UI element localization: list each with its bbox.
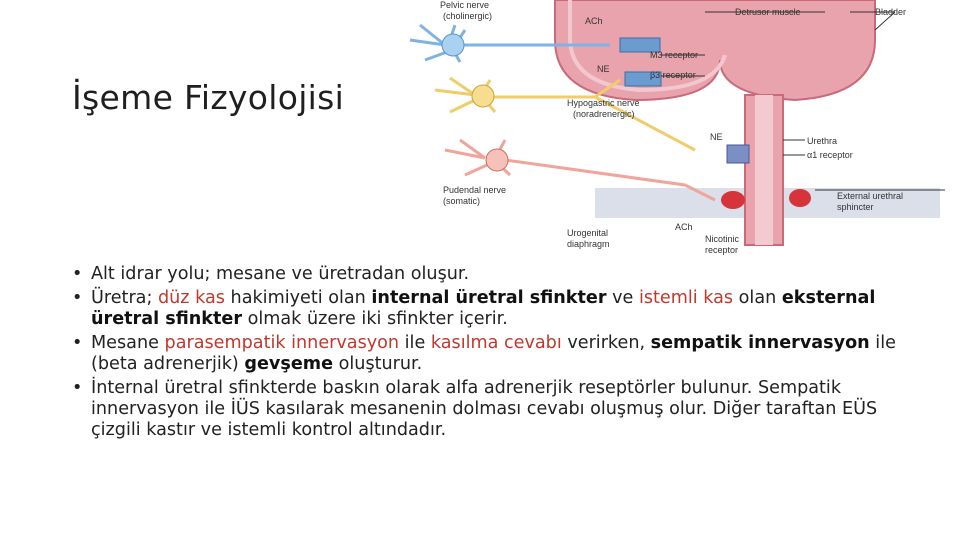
label-ach-bottom: ACh: [675, 222, 693, 232]
bullet-text-segment: istemli kas: [638, 288, 734, 308]
bullet-text-segment: olmak üzere iki sfinkter içerir.: [242, 309, 508, 329]
bullet-item: [72, 333, 902, 375]
bullet-text-segment: verirken,: [561, 333, 651, 353]
bullet-text-segment: kasılma cevabı: [430, 333, 562, 353]
bullet-text-segment: İnternal üretral sfinkterde baskın olarak alfa adrenerjik reseptörler bulunur. Sempatik innervasyon ile İÜS kasılarak mesanenin dolması cevabı oluşmuş olur. Diğer taraftan EÜS çizgili kastır ve istemli kontrol altındadır.: [91, 378, 878, 440]
label-bladder: Bladder: [875, 7, 907, 17]
bullet-text-segment: olan: [733, 288, 782, 308]
label-hypogastric: Hypogastric nerve: [567, 98, 640, 108]
label-ne-top: NE: [597, 64, 610, 74]
bullet-text-segment: internal üretral sfinkter: [371, 288, 607, 308]
bullet-item: [72, 378, 902, 441]
bullet-text-segment: ve: [606, 288, 639, 308]
label-pudendal: Pudendal nerve: [443, 185, 507, 195]
label-ach-top: ACh: [585, 16, 603, 26]
label-b3: β3 receptor: [650, 70, 696, 80]
external-sphincter: [789, 189, 811, 207]
bullet-text-segment: ile (beta adrenerjik): [91, 333, 896, 374]
label-pelvic-sub: (cholinergic): [443, 11, 493, 21]
bullet-text-segment: Üretra;: [91, 288, 158, 308]
bladder-innervation-diagram: [405, 0, 960, 258]
bullet-text-segment: hakimiyeti olan: [224, 288, 372, 308]
label-pudendal-sub: (somatic): [443, 196, 481, 206]
bullet-item: [72, 288, 902, 330]
label-nicotinic: Nicotinic: [705, 234, 740, 244]
bullet-text-segment: düz kas: [157, 288, 225, 308]
label-urogenital: Urogenital: [567, 228, 609, 238]
label-pelvic: Pelvic nerve: [440, 0, 490, 10]
bladder-shape: [555, 0, 875, 100]
label-m3: M3 receptor: [650, 50, 699, 60]
bullet-text-segment: gevşeme: [244, 354, 334, 374]
label-hypogastric-sub: (noradrenergic): [573, 109, 635, 119]
label-urogenital2: diaphragm: [567, 239, 610, 249]
label-ne-mid: NE: [710, 132, 723, 142]
label-urethra: Urethra: [807, 136, 838, 146]
label-nicotinic2: receptor: [705, 245, 739, 255]
bullet-text-segment: ile: [399, 333, 431, 353]
internal-sphincter: [727, 145, 749, 163]
bullet-list: [72, 264, 902, 444]
bullet-text-segment: parasempatik innervasyon: [164, 333, 400, 353]
bullet-text-segment: eksternal üretral sfinkter: [91, 288, 876, 329]
page-title: İşeme Fizyolojisi: [72, 78, 345, 117]
bullet-text-segment: sempatik innervasyon: [650, 333, 870, 353]
label-ext-sphincter2: sphincter: [837, 202, 874, 212]
bullet-item: [72, 264, 902, 285]
bullet-text-segment: Alt idrar yolu; mesane ve üretradan oluşur.: [91, 264, 470, 284]
bullet-text-segment: Mesane: [91, 333, 165, 353]
label-detrusor: Detrusor muscle: [735, 7, 801, 17]
label-a1: α1 receptor: [807, 150, 853, 160]
label-ext-sphincter: External urethral: [837, 191, 904, 201]
bullet-text-segment: oluşturur.: [333, 354, 423, 374]
